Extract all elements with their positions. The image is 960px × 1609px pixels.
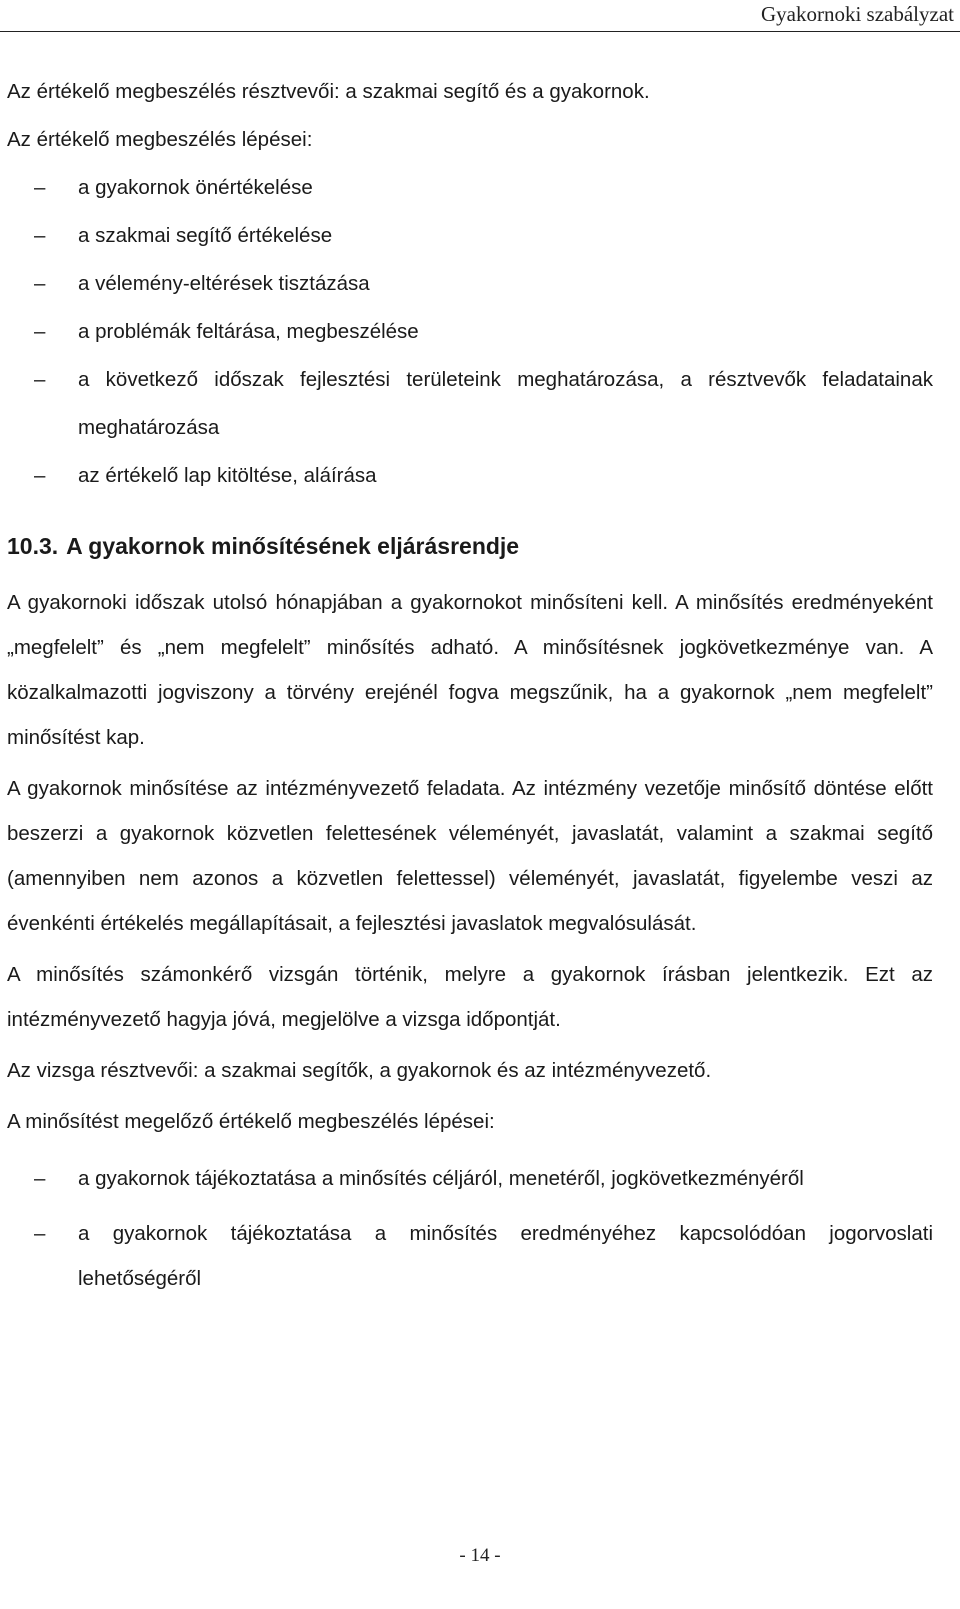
list-item: – a gyakornok tájékoztatása a minősítés eredményéhez kapcsolódóan jogorvoslati lehetőségéről (7, 1211, 933, 1301)
list-item: – a szakmai segítő értékelése (7, 212, 933, 260)
running-header: Gyakornoki szabályzat (760, 2, 954, 26)
participants-paragraph: Az értékelő megbeszélés résztvevői: a szakmai segítő és a gyakornok. (7, 80, 650, 103)
list-item: – a gyakornok tájékoztatása a minősítés céljáról, menetéről, jogkövetkezményéről (7, 1156, 933, 1201)
list-item: – a vélemény-eltérések tisztázása (7, 260, 933, 308)
page-number: - 14 - (459, 1545, 501, 1566)
paragraph: A gyakornoki időszak utolsó hónapjában a gyakornokot minősíteni kell. A minősítés eredményeként „megfelelt” és „nem megfelelt” minősítés adható. A minősítésnek jogkövetkezménye van. A közalkalmazotti jogviszony a törvény erejénél fogva megszűnik, ha a gyakornok „nem megfelelt” minősítést kap. (7, 591, 933, 749)
list-item: – az értékelő lap kitöltése, aláírása (7, 452, 933, 500)
list-item: – a következő időszak fejlesztési területeink meghatározása, a résztvevők feladatainak meghatározása (7, 356, 933, 452)
header-rule (0, 31, 960, 32)
list-item: – a problémák feltárása, megbeszélése (7, 308, 933, 356)
section-title: A gyakornok minősítésének eljárásrendje (66, 533, 520, 559)
paragraph: Az vizsga résztvevői: a szakmai segítők, a gyakornok és az intézményvezető. (7, 1059, 712, 1082)
qualification-steps-list (7, 1156, 933, 1301)
paragraph: A minősítés számonkérő vizsgán történik, melyre a gyakornok írásban jelentkezik. Ezt az intézményvezető hagyja jóvá, megjelölve a vizsga időpontját. (7, 963, 933, 1031)
section-heading (7, 522, 933, 570)
section-number: 10.3. (7, 533, 59, 559)
paragraph: A gyakornok minősítése az intézményvezető feladata. Az intézmény vezetője minősítő döntése előtt beszerzi a gyakornok közvetlen felettesének véleményét, javaslatát, valamint a szakmai segítő (amennyiben nem azonos a közvetlen felettessel) véleményét, javaslatát, figyelembe veszi az évenkénti értékelés megállapításait, a fejlesztési javaslatok megvalósulását. (7, 777, 933, 935)
page-body (7, 68, 933, 1301)
list-item: – a gyakornok önértékelése (7, 164, 933, 212)
paragraph: A minősítést megelőző értékelő megbeszélés lépései: (7, 1110, 495, 1133)
steps-heading: Az értékelő megbeszélés lépései: (7, 128, 313, 151)
evaluation-steps-list (7, 164, 933, 500)
